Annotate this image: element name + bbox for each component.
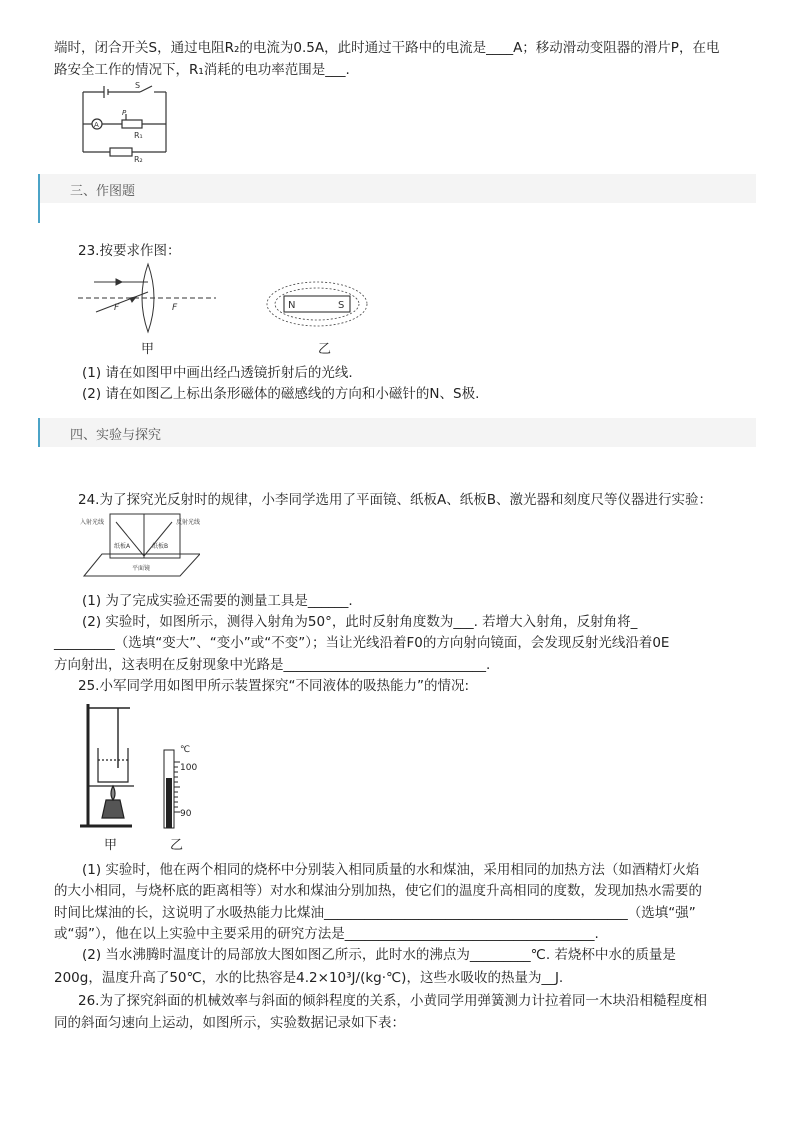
board-a-label: 纸板A: [114, 543, 131, 550]
q24-item-2b: _________（选填“变大”、“变小”或“不变”）；当让光线沿着F0的方向射向镜面，会发现反射光线沿着0E: [54, 635, 670, 651]
q25-item-1d: 或“弱”），他在以上实验中主要采用的研究方法是_____________________________________.: [54, 926, 599, 942]
q25-item-1a: (1) 实验时，他在两个相同的烧杯中分别装入相同质量的水和煤油，采用相同的加热方法（如酒精灯火焰: [82, 862, 700, 878]
q23-item-1: (1) 请在如图甲中画出经凸透镜折射后的光线.: [82, 365, 353, 381]
q24-item-1: (1) 为了完成实验还需要的测量工具是______.: [82, 593, 353, 609]
circuit-diagram: [78, 80, 178, 162]
ammeter-label: A: [94, 121, 99, 129]
magnet-n-label: N: [288, 300, 296, 311]
focus-left-label: F: [114, 303, 120, 313]
fig-yi-caption: 乙: [170, 838, 184, 853]
r2-label: R₂: [134, 155, 143, 162]
q25-item-2b: 200g，温度升高了50℃，水的比热容是4.2×10³J/(kg·℃)，这些水吸收的热量为__J.: [54, 970, 564, 986]
section-accent-bar: [38, 203, 40, 223]
reflection-diagram: [80, 512, 200, 582]
incident-label: 入射光线: [80, 519, 105, 526]
r1-label: R₁: [134, 131, 143, 140]
fig-yi-caption: 乙: [318, 342, 332, 357]
section-title: 三、作图题: [70, 184, 136, 199]
lens-diagram: [78, 262, 218, 334]
section-header-drawing: [38, 174, 756, 203]
q25-item-1c: 时间比煤油的长，这说明了水吸热能力比煤油_____________________________________________（选填“强”: [54, 905, 696, 921]
q23-title: 23.按要求作图：: [78, 243, 181, 259]
mercury-column: [166, 778, 172, 828]
heating-apparatus: [78, 700, 138, 832]
reflected-ray: [144, 522, 172, 556]
q26-line-2: 同的斜面匀速向上运动，如图所示，实验数据记录如下表：: [54, 1015, 405, 1031]
q26-line-1: 26.为了探究斜面的机械效率与斜面的倾斜程度的关系，小黄同学用弹簧测力计拉着同一木块沿相糙程度相: [78, 993, 707, 1009]
switch-blade: [140, 86, 152, 92]
focus-right-label: F: [172, 303, 178, 313]
q22-line-1: 端时，闭合开关S，通过电阻R₂的电流为0.5A，此时通过干路中的电流是____A；移动滑动变阻器的滑片P，在电: [54, 40, 720, 56]
q24-title: 24.为了探究光反射时的规律，小李同学选用了平面镜、纸板A、纸板B、激光器和刻度尺等仪器进行实验：: [78, 492, 712, 508]
ray-arrow-2: [130, 297, 136, 302]
q22-line-2: 路安全工作的情况下，R₁消耗的电功率范围是___.: [54, 62, 350, 78]
q25-item-2a: (2) 当水沸腾时温度计的局部放大图如图乙所示，此时水的沸点为_________℃. 若烧杯中水的质量是: [82, 947, 676, 963]
magnet-s-label: S: [338, 300, 345, 311]
q24-item-2a: (2) 实验时，如图所示，测得入射角为50°，此时反射角度数为___. 若增大入射角，反射角将_: [82, 614, 638, 630]
thermo-90-label: 90: [180, 809, 192, 819]
mirror-label: 平面镜: [132, 565, 151, 572]
r1-resistor: [122, 120, 142, 128]
thermo-100-label: 100: [180, 763, 198, 773]
board-b: [144, 514, 180, 558]
q24-item-2c: 方向射出，这表明在反射现象中光路是______________________________.: [54, 657, 491, 673]
thermometer-scale: [160, 742, 210, 830]
switch-label: S: [135, 81, 141, 90]
section-header-experiment: [38, 418, 756, 447]
fig-jia-caption: 甲: [141, 342, 155, 357]
incident-ray: [116, 522, 144, 556]
ray-through-focus: [96, 292, 148, 312]
fig-jia-caption: 甲: [104, 838, 118, 853]
q25-item-1b: 的大小相同，与烧杯底的距离相等）对水和煤油分别加热，使它们的温度升高相同的度数，发现加热水需要的: [54, 883, 702, 899]
flame: [111, 786, 115, 800]
magnet-diagram: [262, 278, 372, 330]
board-b-label: 纸板B: [152, 543, 169, 550]
section-title: 四、实验与探究: [70, 428, 162, 443]
r2-resistor: [110, 148, 132, 156]
slider-label: P: [122, 109, 127, 117]
alcohol-lamp: [102, 800, 124, 818]
q25-title: 25.小军同学用如图甲所示装置探究“不同液体的吸热能力”的情况:: [78, 678, 470, 694]
thermo-unit-label: ℃: [180, 745, 191, 755]
beaker: [98, 748, 128, 782]
reflected-label: 反射光线: [176, 519, 200, 526]
q23-item-2: (2) 请在如图乙上标出条形磁体的磁感线的方向和小磁针的N、S极.: [82, 386, 480, 402]
ray-arrow: [116, 279, 122, 285]
